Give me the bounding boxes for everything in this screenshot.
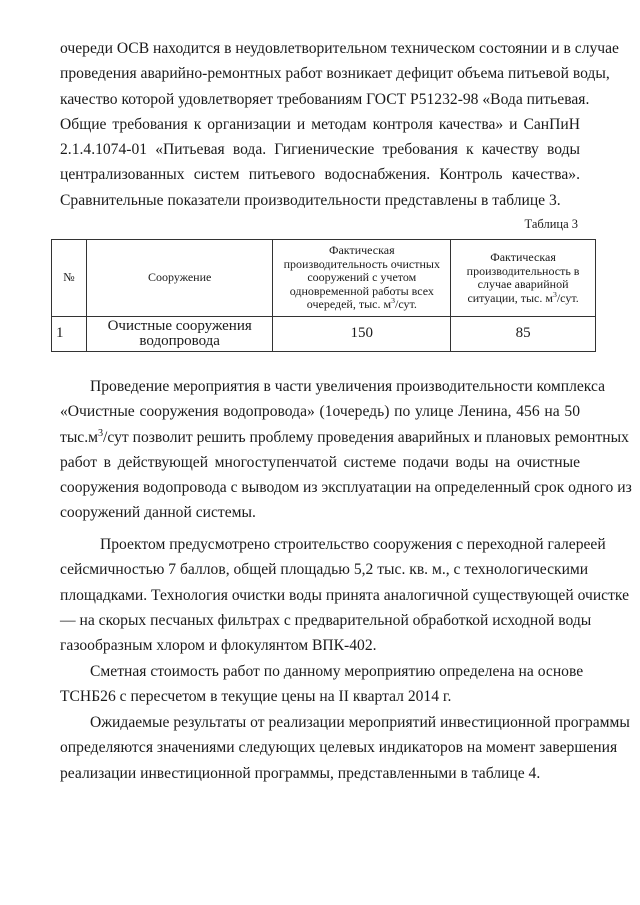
paragraph-results xyxy=(60,710,630,786)
text-line: площадками. Технология очистки воды принята аналогичной существующей очистке xyxy=(60,586,630,604)
text-line: сейсмичностью 7 баллов, общей площадью 5,2 тыс. кв. м., с технологическими xyxy=(60,561,589,579)
text-line: сооружений данной системы. xyxy=(60,504,256,522)
text-line: Сравнительные показатели производительности представлены в таблице 3. xyxy=(60,191,561,209)
cell-emergency-capacity: 85 xyxy=(451,317,596,352)
text-line: проведения аварийно-ремонтных работ возникает дефицит объема питьевой воды, xyxy=(60,65,610,83)
header-facility: Сооружение xyxy=(86,240,273,317)
paragraph-estimate xyxy=(60,659,584,710)
text-line: сооружения водопровода с выводом из эксплуатации на определенный срок одного из xyxy=(60,479,632,497)
text-line: «Очистные сооружения водопровода» (1очередь) по улице Ленина, 456 на 50 xyxy=(60,403,580,421)
table-3 xyxy=(51,239,596,352)
table-row xyxy=(52,317,596,352)
text-line: $тыс.м^3$/сут позволит решить проблему проведения аварийных и плановых ремонтных xyxy=(60,427,629,446)
text-line: Общие требования к организации и методам контроля качества» и СанПиН xyxy=(60,115,580,133)
header-num: № xyxy=(52,240,87,317)
table-header-row xyxy=(52,240,596,317)
cell-actual-capacity: 150 xyxy=(273,317,451,352)
text-line: 2.1.4.1074-01 «Питьевая вода. Гигиенические требования к качеству воды xyxy=(60,141,580,159)
text-line: Сметная стоимость работ по данному мероприятию определена на основе xyxy=(90,663,584,680)
text-line: реализации инвестиционной программы, представленными в таблице 4. xyxy=(60,764,541,782)
text-line: ТСНБ26 с пересчетом в текущие цены на II квартал 2014 г. xyxy=(60,688,452,706)
paragraph-capacity-increase xyxy=(60,374,632,526)
paragraph-intro xyxy=(60,36,619,213)
paragraph-project xyxy=(60,532,630,658)
text-line: — на скорых песчаных фильтрах с предварительной обработкой исходной воды xyxy=(60,611,592,629)
text-line: Проектом предусмотрено строительство сооружения с переходной галереей xyxy=(100,536,606,553)
table-caption: Таблица 3 xyxy=(524,217,578,231)
text-line: качество которой удовлетворяет требованиям ГОСТ Р51232-98 «Вода питьевая. xyxy=(60,90,590,108)
text-line: определяются значениями следующих целевых индикаторов на момент завершения xyxy=(60,739,618,757)
text-line: газообразным хлором и флокулянтом ВПК-402. xyxy=(60,637,377,655)
header-actual-capacity: Фактическая производительность очистных сооружений с учетом одновременной работы всех очередей, тыс. $м^3$/сут. xyxy=(273,240,451,317)
cell-num: 1 xyxy=(52,317,87,352)
text-line: Проведение мероприятия в части увеличения производительности комплекса xyxy=(90,378,606,395)
header-emergency-capacity: Фактическая производительность в случае аварийной ситуации, тыс. $м^3$/сут. xyxy=(451,240,596,317)
text-line: работ в действующей многоступенчатой системе подачи воды на очистные xyxy=(60,453,580,471)
cell-facility: Очистные сооружения водопровода xyxy=(86,317,273,352)
text-line: очереди ОСВ находится в неудовлетворительном техническом состоянии и в случае xyxy=(60,40,619,57)
text-line: централизованных систем питьевого водоснабжения. Контроль качества». xyxy=(60,166,580,184)
text-line: Ожидаемые результаты от реализации мероприятий инвестиционной программы xyxy=(90,714,630,731)
